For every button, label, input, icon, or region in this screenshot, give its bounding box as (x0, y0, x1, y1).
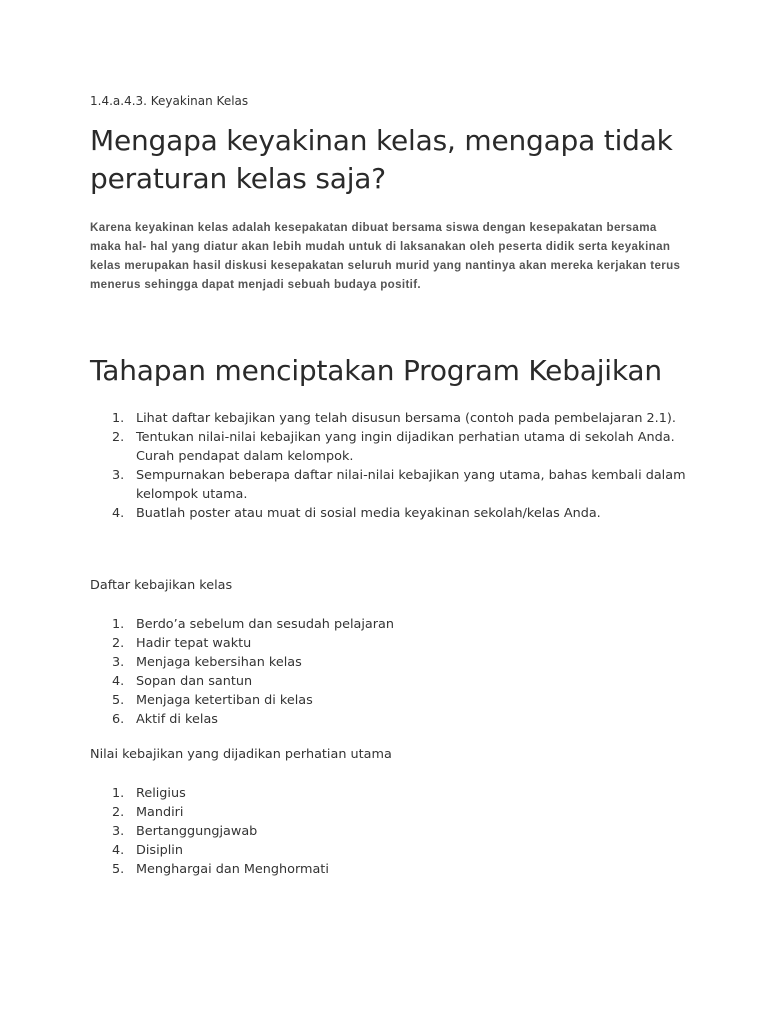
list-number: 4. (112, 506, 125, 521)
heading-why-class-beliefs: Mengapa keyakinan kelas, mengapa tidak peraturan kelas saja? (90, 124, 673, 195)
list-item-text: Lihat daftar kebajikan yang telah disusun bersama (contoh pada pembelajaran 2.1). (136, 411, 676, 426)
list-item (90, 822, 690, 841)
list-item-text: Buatlah poster atau muat di sosial media keyakinan sekolah/kelas Anda. (136, 506, 601, 521)
list-item-text: Hadir tepat waktu (136, 636, 252, 651)
list-item (90, 428, 690, 466)
list-item (90, 466, 690, 504)
list-item (90, 672, 690, 691)
list-item-text: Disiplin (136, 843, 183, 858)
list-number: 5. (112, 862, 125, 877)
list-number: 5. (112, 693, 125, 708)
list-number: 1. (112, 617, 125, 632)
list-item (90, 653, 690, 672)
list-item-text: Menghargai dan Menghormati (136, 862, 329, 877)
heading-virtue-program-steps: Tahapan menciptakan Program Kebajikan (90, 354, 662, 387)
list-number: 2. (112, 805, 125, 820)
list-item-text: Sopan dan santun (136, 674, 253, 689)
list-item-text: Religius (136, 786, 186, 801)
list-item-text: Menjaga kebersihan kelas (136, 655, 302, 670)
list-number: 3. (112, 468, 125, 483)
virtues-list-label: Daftar kebajikan kelas (90, 578, 233, 593)
list-item (90, 710, 690, 729)
list-number: 3. (112, 655, 125, 670)
list-item (90, 841, 690, 860)
steps-list (90, 409, 690, 523)
list-item (90, 860, 690, 879)
list-number: 2. (112, 430, 125, 445)
virtues-list (90, 615, 690, 729)
list-item (90, 691, 690, 710)
list-item (90, 784, 690, 803)
list-item (90, 615, 690, 634)
list-number: 4. (112, 674, 125, 689)
list-number: 4. (112, 843, 125, 858)
list-item-text: Menjaga ketertiban di kelas (136, 693, 313, 708)
list-item-text: Aktif di kelas (136, 712, 218, 727)
explanation-paragraph: Karena keyakinan kelas adalah kesepakatan dibuat bersama siswa dengan kesepakatan bersama maka hal- hal yang diatur akan lebih mudah untuk di laksanakan oleh peserta didik serta keyakinan kelas merupakan hasil diskusi kesepakatan seluruh murid yang nantinya akan mereka kerjakan terus menerus sehingga dapat menjadi sebuah budaya positif. (90, 221, 681, 291)
list-item-text: Tentukan nilai-nilai kebajikan yang ingin dijadikan perhatian utama di sekolah Anda. Curah pendapat dalam kelompok. (136, 430, 675, 464)
main-values-list (90, 784, 690, 879)
list-item-text: Bertanggungjawab (136, 824, 258, 839)
list-item-text: Mandiri (136, 805, 184, 820)
list-item (90, 504, 690, 523)
list-item (90, 409, 690, 428)
main-values-label: Nilai kebajikan yang dijadikan perhatian utama (90, 747, 392, 762)
list-item-text: Sempurnakan beberapa daftar nilai-nilai kebajikan yang utama, bahas kembali dalam kelompok utama. (136, 468, 686, 502)
list-number: 1. (112, 786, 125, 801)
list-item-text: Berdo’a sebelum dan sesudah pelajaran (136, 617, 394, 632)
list-item (90, 803, 690, 822)
section-number: 1.4.a.4.3. Keyakinan Kelas (90, 94, 249, 108)
list-number: 1. (112, 411, 125, 426)
list-number: 6. (112, 712, 125, 727)
list-number: 3. (112, 824, 125, 839)
list-item (90, 634, 690, 653)
list-number: 2. (112, 636, 125, 651)
